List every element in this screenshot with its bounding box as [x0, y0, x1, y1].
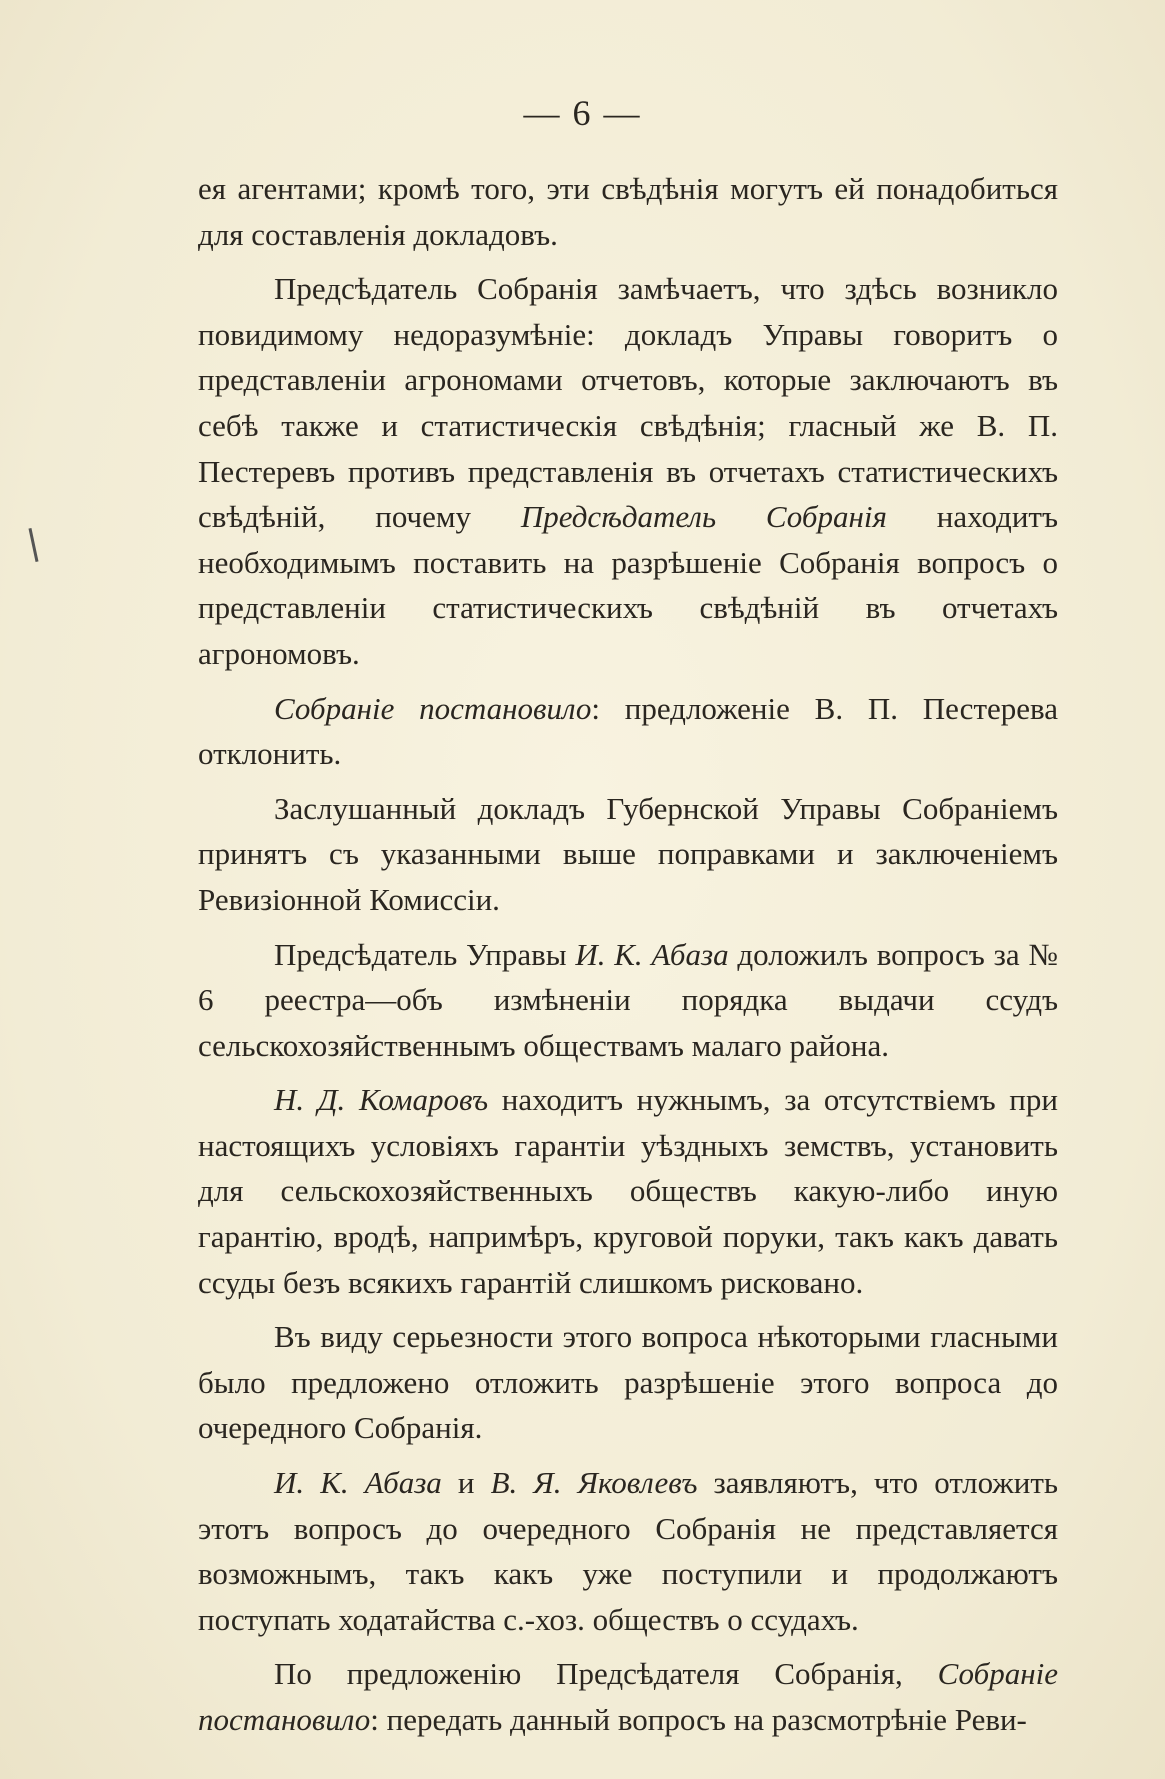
text-span: ея агентами; кромѣ того, эти свѣдѣнія могутъ ей понадобиться для составленія докладовъ.: [198, 171, 1058, 252]
text-span: заявляютъ, что отложить этотъ вопросъ до очередного Собранія не представляется возможнымъ, такъ какъ уже поступили и продолжаютъ поступать ходатайства с.-хоз. обществъ о ссудахъ.: [198, 1465, 1058, 1637]
text-span: доложилъ вопросъ за № 6 реестра—объ измѣненіи порядка выдачи ссудъ сельскохозяйственнымъ обществамъ малаго района.: [198, 936, 1058, 1063]
text-span: и: [441, 1465, 491, 1501]
italic-text: Собраніе постановило: [198, 1656, 1058, 1737]
text-span: : предложеніе В. П. Пестерева отклонить.: [198, 690, 1058, 772]
text-span: : передать данный вопросъ на разсмотрѣніе Реви-: [370, 1702, 1027, 1737]
text-span: Въ виду серьезности этого вопроса нѣкоторыми гласными было предложено отложить разрѣшеніе этого вопроса до очередного Собранія.: [198, 1319, 1058, 1446]
paragraph: [198, 1314, 1058, 1451]
italic-text: Н. Д. Комаровъ: [274, 1082, 489, 1118]
italic-text: В. Я. Яковлевъ: [490, 1465, 698, 1501]
paragraph: [198, 1460, 1058, 1642]
italic-text: И. К. Абаза: [274, 1465, 442, 1501]
text-span: находитъ необходимымъ поставить на разрѣшеніе Собранія вопросъ о представленіи статистическихъ свѣдѣній въ отчетахъ агрономовъ.: [198, 499, 1058, 671]
page-number: — 6 —: [523, 93, 642, 133]
italic-text: И. К. Абаза: [575, 936, 729, 972]
paragraph: [198, 932, 1058, 1069]
text-span: Заслушанный докладъ Губернской Управы Собраніемъ принятъ съ указанными выше поправками и заключеніемъ Ревизіонной Комиссіи.: [198, 790, 1058, 917]
paragraph: [198, 266, 1058, 676]
text-span: По предложенію Предсѣдателя Собранія,: [274, 1656, 938, 1692]
margin-mark: [28, 528, 38, 562]
text-span: находитъ нужнымъ, за отсутствіемъ при настоящихъ условіяхъ гарантіи уѣздныхъ земствъ, установить для сельскохозяйственныхъ обществъ какую-либо иную гарантію, вродѣ, напримѣръ, круговой поруки, такъ какъ давать ссуды безъ всякихъ гарантій слишкомъ рисковано.: [198, 1082, 1058, 1300]
text-span: Предсѣдатель Собранія замѣчаетъ, что здѣсь возникло повидимому недоразумѣніе: докладъ Управы говоритъ о представленіи агрономами отчетовъ, которые заключаютъ въ себѣ также и статистическія свѣдѣнія; гласный же В. П. Пестеревъ противъ представленія въ отчетахъ статистическихъ свѣдѣній, почему: [198, 271, 1058, 535]
paragraph: [198, 686, 1058, 777]
body-text: [198, 166, 1058, 1743]
italic-text: Собраніе постановило: [274, 690, 592, 726]
text-span: Предсѣдатель Управы: [274, 936, 576, 972]
italic-text: Предсѣдатель Собранія: [520, 499, 887, 535]
paragraph: [198, 1651, 1058, 1742]
paragraph: [198, 1077, 1058, 1305]
paragraph: [198, 166, 1058, 257]
paragraph: [198, 786, 1058, 923]
